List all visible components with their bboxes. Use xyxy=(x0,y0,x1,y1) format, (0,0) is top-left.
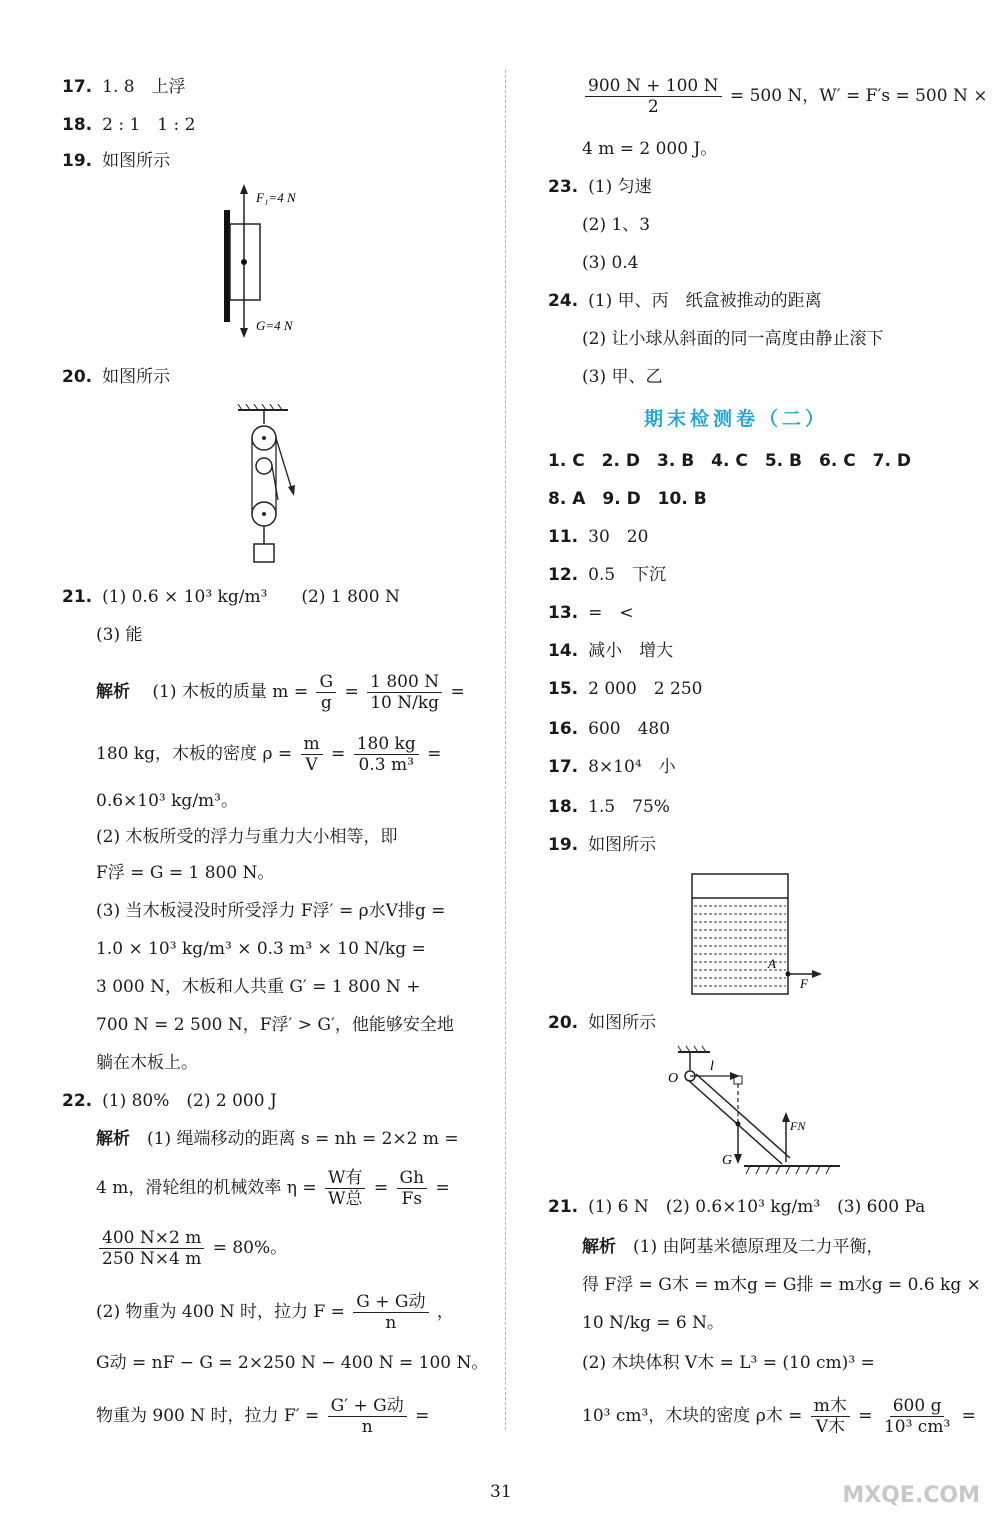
q24-answer-3: (3) 甲、乙 xyxy=(582,367,663,387)
q21-analysis-line2: 180 kg，木板的密度 ρ = $\frac{m}{V}$ = $\frac{180 kg}{\text{0.3 m³}}$ = xyxy=(96,734,442,775)
q22-analysis-line3: $\frac{400 N\times 2 m}{250 N\times 4 m}$ = 80%。 xyxy=(96,1228,287,1269)
q20-arm-l-label: l xyxy=(710,1059,714,1074)
q21-analysis-line5: F浮 = G = 1 800 N。 xyxy=(96,863,275,883)
q19-right-answer: 19. 如图所示 xyxy=(548,835,657,855)
q16-answer: 16. 600 480 xyxy=(548,719,671,739)
section-title: 期末检测卷（二） xyxy=(644,408,829,430)
q20-right-answer: 20. 如图所示 xyxy=(548,1013,657,1033)
q23-answer-2: (2) 1、3 xyxy=(582,215,651,235)
q19-force-f-label: F xyxy=(800,976,808,991)
mc-answers-2: 8. A 9. D 10. B xyxy=(548,489,707,509)
column-divider xyxy=(505,70,506,1430)
q22-analysis-line6: 物重为 900 N 时，拉力 F′ = $\frac{\text{G′ + G动}}{n}$ = xyxy=(96,1396,430,1437)
q23-answer-3: (3) 0.4 xyxy=(582,253,639,273)
q13-answer: 13. = < xyxy=(548,603,634,623)
q18-answer: 18. 2 : 1 1 : 2 xyxy=(62,115,196,135)
q14-answer: 14. 减小 增大 xyxy=(548,641,674,661)
q19-force-diagram xyxy=(212,180,332,342)
q23-answer: 23. (1) 匀速 xyxy=(548,177,652,197)
q21-right-analysis-line5: 10³ cm³，木块的密度 ρ木 = $\frac{\text{m木}}{\text{V木}}$ = $\frac{600 g}{\text{10³ cm³}}$ = xyxy=(582,1396,976,1437)
mc-answers-1: 1. C 2. D 3. B 4. C 5. B 6. C 7. D xyxy=(548,451,912,471)
q22-answer: 22. (1) 80% (2) 2 000 J xyxy=(62,1091,277,1111)
q24-answer: 24. (1) 甲、丙 纸盒被推动的距离 xyxy=(548,291,822,311)
q21-analysis-line6: (3) 当木板浸没时所受浮力 F浮′ = ρ水V排g = xyxy=(96,901,446,921)
q20-gravity-label: G xyxy=(722,1153,733,1168)
watermark: MXQE.COM xyxy=(842,1483,980,1508)
q21-analysis-line8: 3 000 N，木板和人共重 G′ = 1 800 N + xyxy=(96,977,421,997)
page-number: 31 xyxy=(490,1482,512,1502)
q20-answer: 20. 如图所示 xyxy=(62,367,171,387)
q21-analysis-line9: 700 N = 2 500 N，F浮′ > G′，他能够安全地 xyxy=(96,1015,454,1035)
q22-analysis-line2: 4 m，滑轮组的机械效率 η = $\frac{\text{W有}}{\text{W总}}$ = $\frac{Gh}{Fs}$ = xyxy=(96,1168,450,1209)
q21-right-answer: 21. (1) 6 N (2) 0.6×10³ kg/m³ (3) 600 Pa xyxy=(548,1197,926,1217)
q21-analysis-line10: 躺在木板上。 xyxy=(96,1053,198,1073)
q21-analysis-line4: (2) 木板所受的浮力与重力大小相等，即 xyxy=(96,827,398,847)
q12-answer: 12. 0.5 下沉 xyxy=(548,565,667,585)
q19-g-label: G=4 N xyxy=(256,318,293,333)
q21-answer-3: (3) 能 xyxy=(96,625,143,645)
q22-analysis-line1: 解析 (1) 绳端移动的距离 s = nh = 2×2 m = xyxy=(96,1129,459,1149)
q21-analysis-line1: 解析 (1) 木板的质量 m = $\frac{G}{g}$ = $\frac{1 800 N}{10 N/kg}$ = xyxy=(96,672,465,713)
q19-point-a-label: A xyxy=(768,956,776,971)
q20-pivot-o-label: O xyxy=(668,1071,679,1086)
q21-analysis-line3: 0.6×10³ kg/m³。 xyxy=(96,791,238,811)
q20-normal-force-label: FN xyxy=(790,1119,806,1133)
q17-answer: 17. 1. 8 上浮 xyxy=(62,77,186,97)
q22-continued-line2: 4 m = 2 000 J。 xyxy=(582,139,718,159)
q22-analysis-line5: G动 = nF − G = 2×250 N − 400 N = 100 N。 xyxy=(96,1353,489,1373)
q15-answer: 15. 2 000 2 250 xyxy=(548,679,703,699)
q21-answer: 21. (1) 0.6 × 10³ kg/m³ (2) 1 800 N xyxy=(62,587,400,607)
q11-answer: 11. 30 20 xyxy=(548,527,649,547)
q21-right-analysis-line2: 得 F浮 = G木 = m木g = G排 = m水g = 0.6 kg × xyxy=(582,1275,981,1295)
q24-answer-2: (2) 让小球从斜面的同一高度由静止滚下 xyxy=(582,329,884,349)
q21-right-analysis-line3: 10 N/kg = 6 N。 xyxy=(582,1313,724,1333)
q17-right-answer: 17. 8×10⁴ 小 xyxy=(548,757,676,777)
q21-right-analysis-line4: (2) 木块体积 V木 = L³ = (10 cm)³ = xyxy=(582,1353,875,1373)
q20-pulley-diagram xyxy=(234,404,314,568)
q22-continued-line1: $\frac{900 N + 100 N}{2}$ = 500 N，W′ = F′s = 500 N × xyxy=(582,76,988,117)
q21-right-analysis-line1: 解析 (1) 由阿基米德原理及二力平衡， xyxy=(582,1237,884,1257)
q21-analysis-line7: 1.0 × 10³ kg/m³ × 0.3 m³ × 10 N/kg = xyxy=(96,939,426,959)
q20-lever-diagram xyxy=(664,1044,844,1180)
q19-answer: 19. 如图所示 xyxy=(62,151,171,171)
q22-analysis-line4: (2) 物重为 400 N 时，拉力 F = $\frac{\text{G + G动}}{n}$ ， xyxy=(96,1292,454,1333)
q19-container-diagram xyxy=(688,870,828,1000)
q19-f1-label: F₁=4 N xyxy=(256,190,296,205)
q18-right-answer: 18. 1.5 75% xyxy=(548,797,670,817)
